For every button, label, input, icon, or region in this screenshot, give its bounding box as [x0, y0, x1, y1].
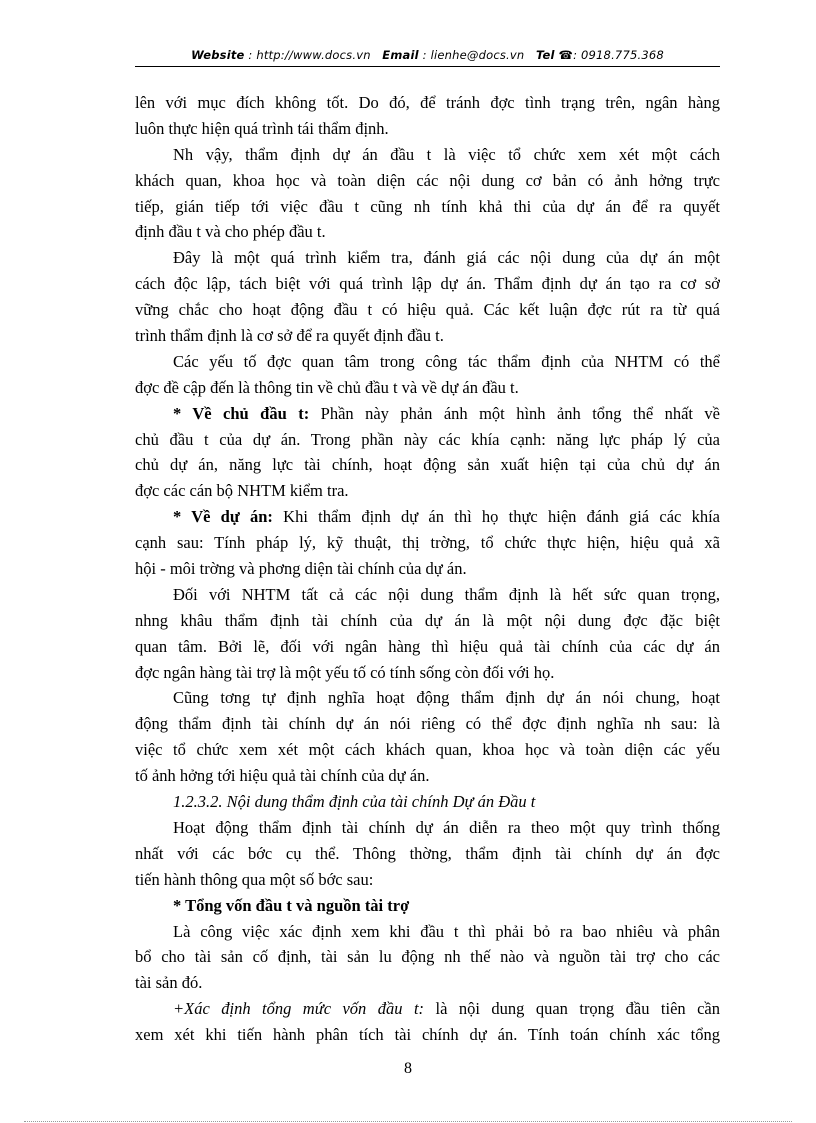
- section-label-investor: * Về chủ đầu t:: [173, 403, 310, 423]
- paragraph-line: Các yếu tố đợc quan tâm trong công tác thẩm định của NHTM có thể: [173, 351, 720, 371]
- paragraph-line: đợc đề cập đến là thông tin về chủ đầu t và về dự án đầu t.: [135, 377, 519, 397]
- paragraph-line: Hoạt động thẩm định tài chính dự án diễn ra theo một quy trình thống: [173, 817, 720, 837]
- paragraph-line: đợc ngân hàng tài trợ là một yếu tố có tính sống còn đối với họ.: [135, 662, 555, 682]
- paragraph-line: [135, 996, 720, 1022]
- footer-divider: [24, 1121, 792, 1122]
- paragraph-line: động thẩm định tài chính dự án nói riêng có thể đợc định nghĩa nh sau: là: [135, 714, 720, 734]
- paragraph-line: quan tâm. Bởi lẽ, đối với ngân hàng thì hiệu quả tài chính của các dự án: [135, 636, 720, 656]
- paragraph-line: Là công việc xác định xem khi đầu t thì phải bỏ ra bao nhiêu và phân: [173, 921, 720, 941]
- paragraph-line: trình thẩm định là cơ sở để ra quyết định đầu t.: [135, 326, 444, 346]
- tel-label: Tel: [535, 48, 555, 62]
- paragraph-line: bổ cho tài sản cố định, tài sản lu động nh thế nào và nguồn tài trợ cho các: [135, 947, 720, 967]
- paragraph-line: tài sản đó.: [135, 973, 203, 993]
- paragraph-line: xem xét khi tiến hành phân tích tài chính dự án. Tính toán chính xác tổng: [135, 1025, 720, 1045]
- item-label: +Xác định tổng mức vốn đầu t:: [173, 999, 425, 1019]
- paragraph-line: Đây là một quá trình kiểm tra, đánh giá các nội dung của dự án một: [173, 248, 720, 268]
- section-label-project: * Về dự án:: [173, 507, 273, 527]
- paragraph-line: Cũng tơng tự định nghĩa hoạt động thẩm định dự án nói chung, hoạt: [173, 688, 720, 708]
- paragraph-line: [135, 504, 720, 530]
- email-label: Email: [382, 48, 419, 62]
- paragraph-line: nhng khâu thẩm định tài chính của dự án là một nội dung đợc đặc biệt: [135, 610, 720, 630]
- paragraph-text: Phần này phản ánh một hình ảnh tổng thể nhất về: [309, 403, 720, 423]
- paragraph-line: nhất với các bớc cụ thể. Thông thờng, thẩm định tài chính dự án đợc: [135, 843, 720, 863]
- paragraph-line: chủ dự án, năng lực tài chính, hoạt động sản xuất hiện tại của chủ dự án: [135, 455, 720, 475]
- paragraph-line: việc tổ chức xem xét một cách khách quan, khoa học và toàn diện các yếu: [135, 740, 720, 760]
- paragraph-line: tiếp, gián tiếp tới việc đầu t cũng nh tính khả thi của dự án để ra quyết: [135, 196, 720, 216]
- page-number: 8: [404, 1060, 412, 1077]
- paragraph-line: vững chắc cho hoạt động đầu t có hiệu quả. Các kết luận đợc rút ra từ quá: [135, 300, 720, 320]
- paragraph-line: khách quan, khoa học và toàn diện các nội dung cơ bản có ảnh hởng trực: [135, 170, 720, 190]
- header-divider: [135, 66, 720, 67]
- website-label: Website: [191, 48, 245, 62]
- section-heading: * Tổng vốn đầu t và nguồn tài trợ: [173, 895, 410, 915]
- subsection-heading: 1.2.3.2. Nội dung thẩm định của tài chính Dự án Đầu t: [173, 792, 536, 812]
- paragraph-line: chủ đầu t của dự án. Trong phần này các khía cạnh: năng lực pháp lý của: [135, 429, 720, 449]
- document-body: [135, 90, 720, 1048]
- paragraph-line: [135, 401, 720, 427]
- paragraph-line: hội - môi trờng và phơng diện tài chính của dự án.: [135, 559, 467, 579]
- email-value: : lienhe@docs.vn: [422, 48, 525, 62]
- paragraph-line: tố ảnh hởng tới hiệu quả tài chính của dự án.: [135, 766, 430, 786]
- paragraph-line: Đối với NHTM tất cả các nội dung thẩm định là hết sức quan trọng,: [173, 584, 720, 604]
- website-value: : http://www.docs.vn: [248, 48, 371, 62]
- paragraph-text: là nội dung quan trọng đầu tiên cần: [424, 999, 720, 1019]
- paragraph-line: luôn thực hiện quá trình tái thẩm định.: [135, 118, 389, 138]
- tel-value: : 0918.775.368: [573, 48, 664, 62]
- paragraph-line: lên với mục đích không tốt. Do đó, để tránh đợc tình trạng trên, ngân hàng: [135, 93, 720, 112]
- paragraph-line: cách độc lập, tách biệt với quá trình lập dự án. Thẩm định dự án tạo ra cơ sở: [135, 274, 720, 294]
- paragraph-line: cạnh sau: Tính pháp lý, kỹ thuật, thị trờng, tổ chức thực hiện, hiệu quả xã: [135, 533, 720, 553]
- paragraph-line: định đầu t và cho phép đầu t.: [135, 222, 326, 242]
- paragraph-line: Nh vậy, thẩm định dự án đầu t là việc tổ chức xem xét một cách: [173, 144, 720, 164]
- paragraph-line: đợc các cán bộ NHTM kiểm tra.: [135, 481, 349, 501]
- page-header: [135, 48, 720, 62]
- paragraph-text: Khi thẩm định dự án thì họ thực hiện đánh giá các khía: [272, 507, 720, 527]
- phone-icon: ☎: [558, 48, 574, 62]
- paragraph-line: tiến hành thông qua một số bớc sau:: [135, 869, 374, 889]
